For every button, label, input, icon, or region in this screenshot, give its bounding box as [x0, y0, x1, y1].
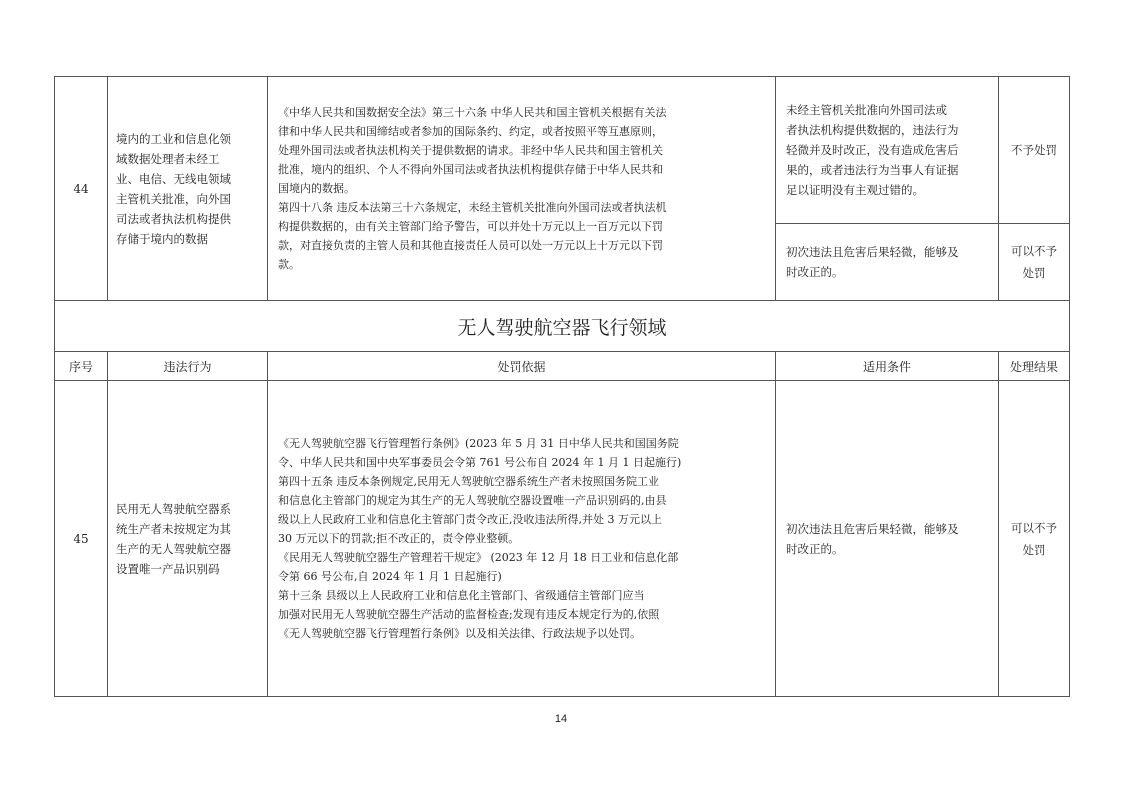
header-condition: 适用条件: [776, 352, 999, 381]
header-behavior: 违法行为: [108, 352, 268, 381]
header-no: 序号: [55, 352, 108, 381]
header-result: 处理结果: [999, 352, 1070, 381]
row-number: 44: [55, 77, 108, 301]
header-row: [55, 352, 1070, 381]
applicable-condition-cell: 初次违法且危害后果轻微，能够及 时改正的。: [776, 224, 999, 301]
section-title-row: [55, 301, 1070, 352]
header-basis: 处罚依据: [268, 352, 776, 381]
handling-result-cell: 不予处罚: [999, 77, 1070, 224]
table-row: [55, 381, 1070, 697]
page-number: 14: [554, 713, 568, 725]
violation-behavior-cell: 境内的工业和信息化领 域数据处理者未经工 业、电信、无线电领域 主管机关批准，向外国 司法或者执法机构提供 存储于境内的数据: [108, 77, 268, 301]
handling-result-cell: 可以不予 处罚: [999, 381, 1070, 697]
handling-result-cell: 可以不予 处罚: [999, 224, 1070, 301]
section-title: 无人驾驶航空器飞行领域: [55, 301, 1070, 352]
applicable-condition-cell: 初次违法且危害后果轻微，能够及 时改正的。: [776, 381, 999, 697]
violation-behavior-cell: 民用无人驾驶航空器系 统生产者未按规定为其 生产的无人驾驶航空器 设置唯一产品识别码: [108, 381, 268, 697]
penalty-basis-cell: 《无人驾驶航空器飞行管理暂行条例》(2023 年 5 月 31 日中华人民共和国国务院 令、中华人民共和国中央军事委员会令第 761 号公布自 2024 年 1 月 1 日起施行) 第四十五条 违反本条例规定,民用无人驾驶航空器系统生产者未按照国务院工业 和信息化主管部门的规定为其生产的无人驾驶航空器设置唯一产品识别码的,由县 级以上人民政府工业和信息化主管部门责令改正,没收违法所得,并处 3 万元以上 30 万元以下的罚款;拒不改正的，责令停业整顿。 《民用无人驾驶航空器生产管理若干规定》 (2023 年 12 月 18 日工业和信息化部 令第 66 号公布,自 2024 年 1 月 1 日起施行) 第十三条 县级以上人民政府工业和信息化主管部门、省级通信主管部门应当 加强对民用无人驾驶航空器生产活动的监督检查;发现有违反本规定行为的,依照 《无人驾驶航空器飞行管理暂行条例》以及相关法律、行政法规予以处罚。: [268, 381, 776, 697]
penalty-basis-cell: 《中华人民共和国数据安全法》第三十六条 中华人民共和国主管机关根据有关法 律和中华人民共和国缔结或者参加的国际条约、约定，或者按照平等互惠原则， 处理外国司法或者执法机构关于提供数据的请求。非经中华人民共和国主管机关 批准，境内的组织、个人不得向外国司法或者执法机构提供存储于中华人民共和 国境内的数据。 第四十八条 违反本法第三十六条规定，未经主管机关批准向外国司法或者执法机 构提供数据的，由有关主管部门给予警告，可以并处十万元以上一百万元以下罚 款，对直接负责的主管人员和其他直接责任人员可以处一万元以上十万元以下罚 款。: [268, 77, 776, 301]
penalty-table: [54, 76, 1070, 697]
applicable-condition-cell: 未经主管机关批准向外国司法或 者执法机构提供数据的，违法行为 轻微并及时改正，没有造成危害后 果的，或者违法行为当事人有证据 足以证明没有主观过错的。: [776, 77, 999, 224]
row-number: 45: [55, 381, 108, 697]
table-row: [55, 77, 1070, 224]
